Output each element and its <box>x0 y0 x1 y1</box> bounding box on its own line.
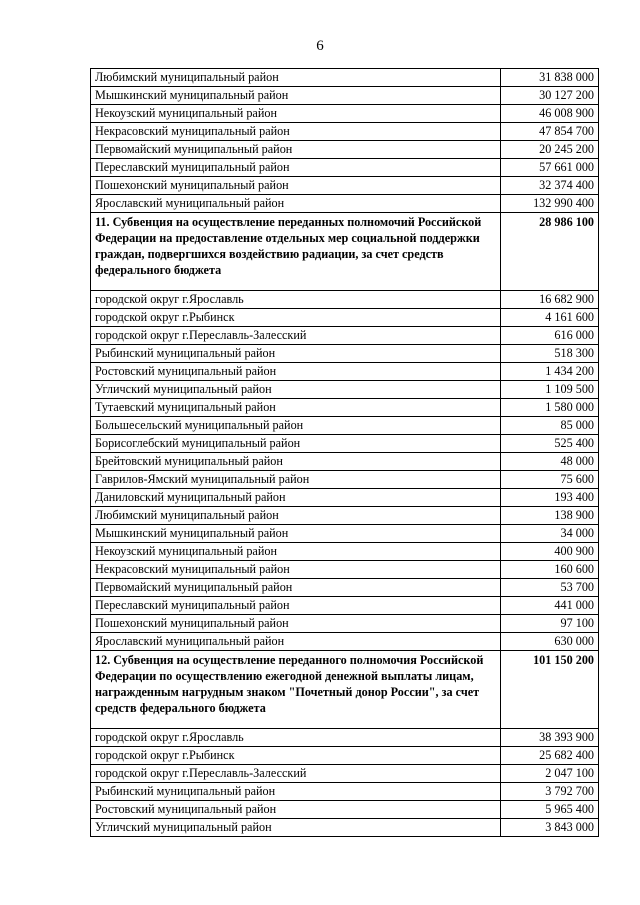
table-row <box>91 363 599 381</box>
municipality-name: Ростовский муниципальный район <box>91 801 501 819</box>
municipality-name: Переславский муниципальный район <box>91 159 501 177</box>
amount-cell: 38 393 900 <box>501 729 599 747</box>
municipality-name: Угличский муниципальный район <box>91 819 501 837</box>
table-row <box>91 525 599 543</box>
municipality-name: Некрасовский муниципальный район <box>91 123 501 141</box>
municipality-name: городской округ г.Рыбинск <box>91 309 501 327</box>
table-row <box>91 141 599 159</box>
municipality-name: Мышкинский муниципальный район <box>91 87 501 105</box>
subvention-table <box>90 68 599 837</box>
section-total-amount: 28 986 100 <box>501 213 599 291</box>
municipality-name: Некрасовский муниципальный район <box>91 561 501 579</box>
amount-cell: 20 245 200 <box>501 141 599 159</box>
municipality-name: городской округ г.Переславль-Залесский <box>91 765 501 783</box>
municipality-name: Переславский муниципальный район <box>91 597 501 615</box>
table-row <box>91 471 599 489</box>
amount-cell: 5 965 400 <box>501 801 599 819</box>
table-row <box>91 345 599 363</box>
table-row <box>91 747 599 765</box>
amount-cell: 85 000 <box>501 417 599 435</box>
municipality-name: Брейтовский муниципальный район <box>91 453 501 471</box>
amount-cell: 518 300 <box>501 345 599 363</box>
table-row <box>91 291 599 309</box>
table-row <box>91 309 599 327</box>
section-total-amount: 101 150 200 <box>501 651 599 729</box>
municipality-name: Мышкинский муниципальный район <box>91 525 501 543</box>
amount-cell: 53 700 <box>501 579 599 597</box>
amount-cell: 75 600 <box>501 471 599 489</box>
municipality-name: Некоузский муниципальный район <box>91 105 501 123</box>
table-row <box>91 615 599 633</box>
amount-cell: 32 374 400 <box>501 177 599 195</box>
section-header-row <box>91 651 599 729</box>
table-row <box>91 417 599 435</box>
amount-cell: 46 008 900 <box>501 105 599 123</box>
amount-cell: 30 127 200 <box>501 87 599 105</box>
municipality-name: Ярославский муниципальный район <box>91 195 501 213</box>
table-row <box>91 453 599 471</box>
municipality-name: Большесельский муниципальный район <box>91 417 501 435</box>
table-row <box>91 159 599 177</box>
municipality-name: Даниловский муниципальный район <box>91 489 501 507</box>
table-body <box>91 69 599 837</box>
table-row <box>91 783 599 801</box>
amount-cell: 132 990 400 <box>501 195 599 213</box>
municipality-name: Ярославский муниципальный район <box>91 633 501 651</box>
table-row <box>91 399 599 417</box>
municipality-name: Борисоглебский муниципальный район <box>91 435 501 453</box>
amount-cell: 34 000 <box>501 525 599 543</box>
amount-cell: 16 682 900 <box>501 291 599 309</box>
municipality-name: городской округ г.Рыбинск <box>91 747 501 765</box>
table-row <box>91 597 599 615</box>
table-row <box>91 435 599 453</box>
amount-cell: 1 434 200 <box>501 363 599 381</box>
table-row <box>91 579 599 597</box>
table-row <box>91 507 599 525</box>
municipality-name: Пошехонский муниципальный район <box>91 177 501 195</box>
amount-cell: 160 600 <box>501 561 599 579</box>
municipality-name: Ростовский муниципальный район <box>91 363 501 381</box>
municipality-name: Угличский муниципальный район <box>91 381 501 399</box>
table-row <box>91 69 599 87</box>
section-header-row <box>91 213 599 291</box>
table-row <box>91 327 599 345</box>
municipality-name: Рыбинский муниципальный район <box>91 345 501 363</box>
table-row <box>91 819 599 837</box>
municipality-name: городской округ г.Переславль-Залесский <box>91 327 501 345</box>
amount-cell: 31 838 000 <box>501 69 599 87</box>
amount-cell: 525 400 <box>501 435 599 453</box>
amount-cell: 3 843 000 <box>501 819 599 837</box>
table-row <box>91 105 599 123</box>
section-title: 11. Субвенция на осуществление переданных полномочий Российской Федерации на предоставление отдельных мер социальной поддержки граждан, подвергшихся воздействию радиации, за счет средств федерального бюджета <box>91 213 501 291</box>
amount-cell: 97 100 <box>501 615 599 633</box>
table-row <box>91 633 599 651</box>
municipality-name: Любимский муниципальный район <box>91 507 501 525</box>
municipality-name: Первомайский муниципальный район <box>91 141 501 159</box>
table-row <box>91 381 599 399</box>
amount-cell: 441 000 <box>501 597 599 615</box>
municipality-name: Рыбинский муниципальный район <box>91 783 501 801</box>
section-title: 12. Субвенция на осуществление переданного полномочия Российской Федерации по осуществлению ежегодной денежной выплаты лицам, награжденным нагрудным знаком "Почетный донор России", за счет средств федерального бюджета <box>91 651 501 729</box>
amount-cell: 138 900 <box>501 507 599 525</box>
amount-cell: 57 661 000 <box>501 159 599 177</box>
amount-cell: 1 109 500 <box>501 381 599 399</box>
amount-cell: 25 682 400 <box>501 747 599 765</box>
amount-cell: 630 000 <box>501 633 599 651</box>
municipality-name: Первомайский муниципальный район <box>91 579 501 597</box>
table-row <box>91 489 599 507</box>
municipality-name: Гаврилов-Ямский муниципальный район <box>91 471 501 489</box>
amount-cell: 193 400 <box>501 489 599 507</box>
table-row <box>91 729 599 747</box>
table-row <box>91 561 599 579</box>
amount-cell: 4 161 600 <box>501 309 599 327</box>
amount-cell: 616 000 <box>501 327 599 345</box>
table-row <box>91 765 599 783</box>
municipality-name: Некоузский муниципальный район <box>91 543 501 561</box>
amount-cell: 47 854 700 <box>501 123 599 141</box>
municipality-name: городской округ г.Ярославль <box>91 291 501 309</box>
table-row <box>91 123 599 141</box>
table-row <box>91 543 599 561</box>
table-row <box>91 801 599 819</box>
municipality-name: Любимский муниципальный район <box>91 69 501 87</box>
municipality-name: Пошехонский муниципальный район <box>91 615 501 633</box>
table-row <box>91 87 599 105</box>
amount-cell: 48 000 <box>501 453 599 471</box>
page-number: 6 <box>316 38 324 54</box>
amount-cell: 1 580 000 <box>501 399 599 417</box>
amount-cell: 2 047 100 <box>501 765 599 783</box>
amount-cell: 400 900 <box>501 543 599 561</box>
table-row <box>91 195 599 213</box>
municipality-name: Тутаевский муниципальный район <box>91 399 501 417</box>
amount-cell: 3 792 700 <box>501 783 599 801</box>
table-row <box>91 177 599 195</box>
municipality-name: городской округ г.Ярославль <box>91 729 501 747</box>
